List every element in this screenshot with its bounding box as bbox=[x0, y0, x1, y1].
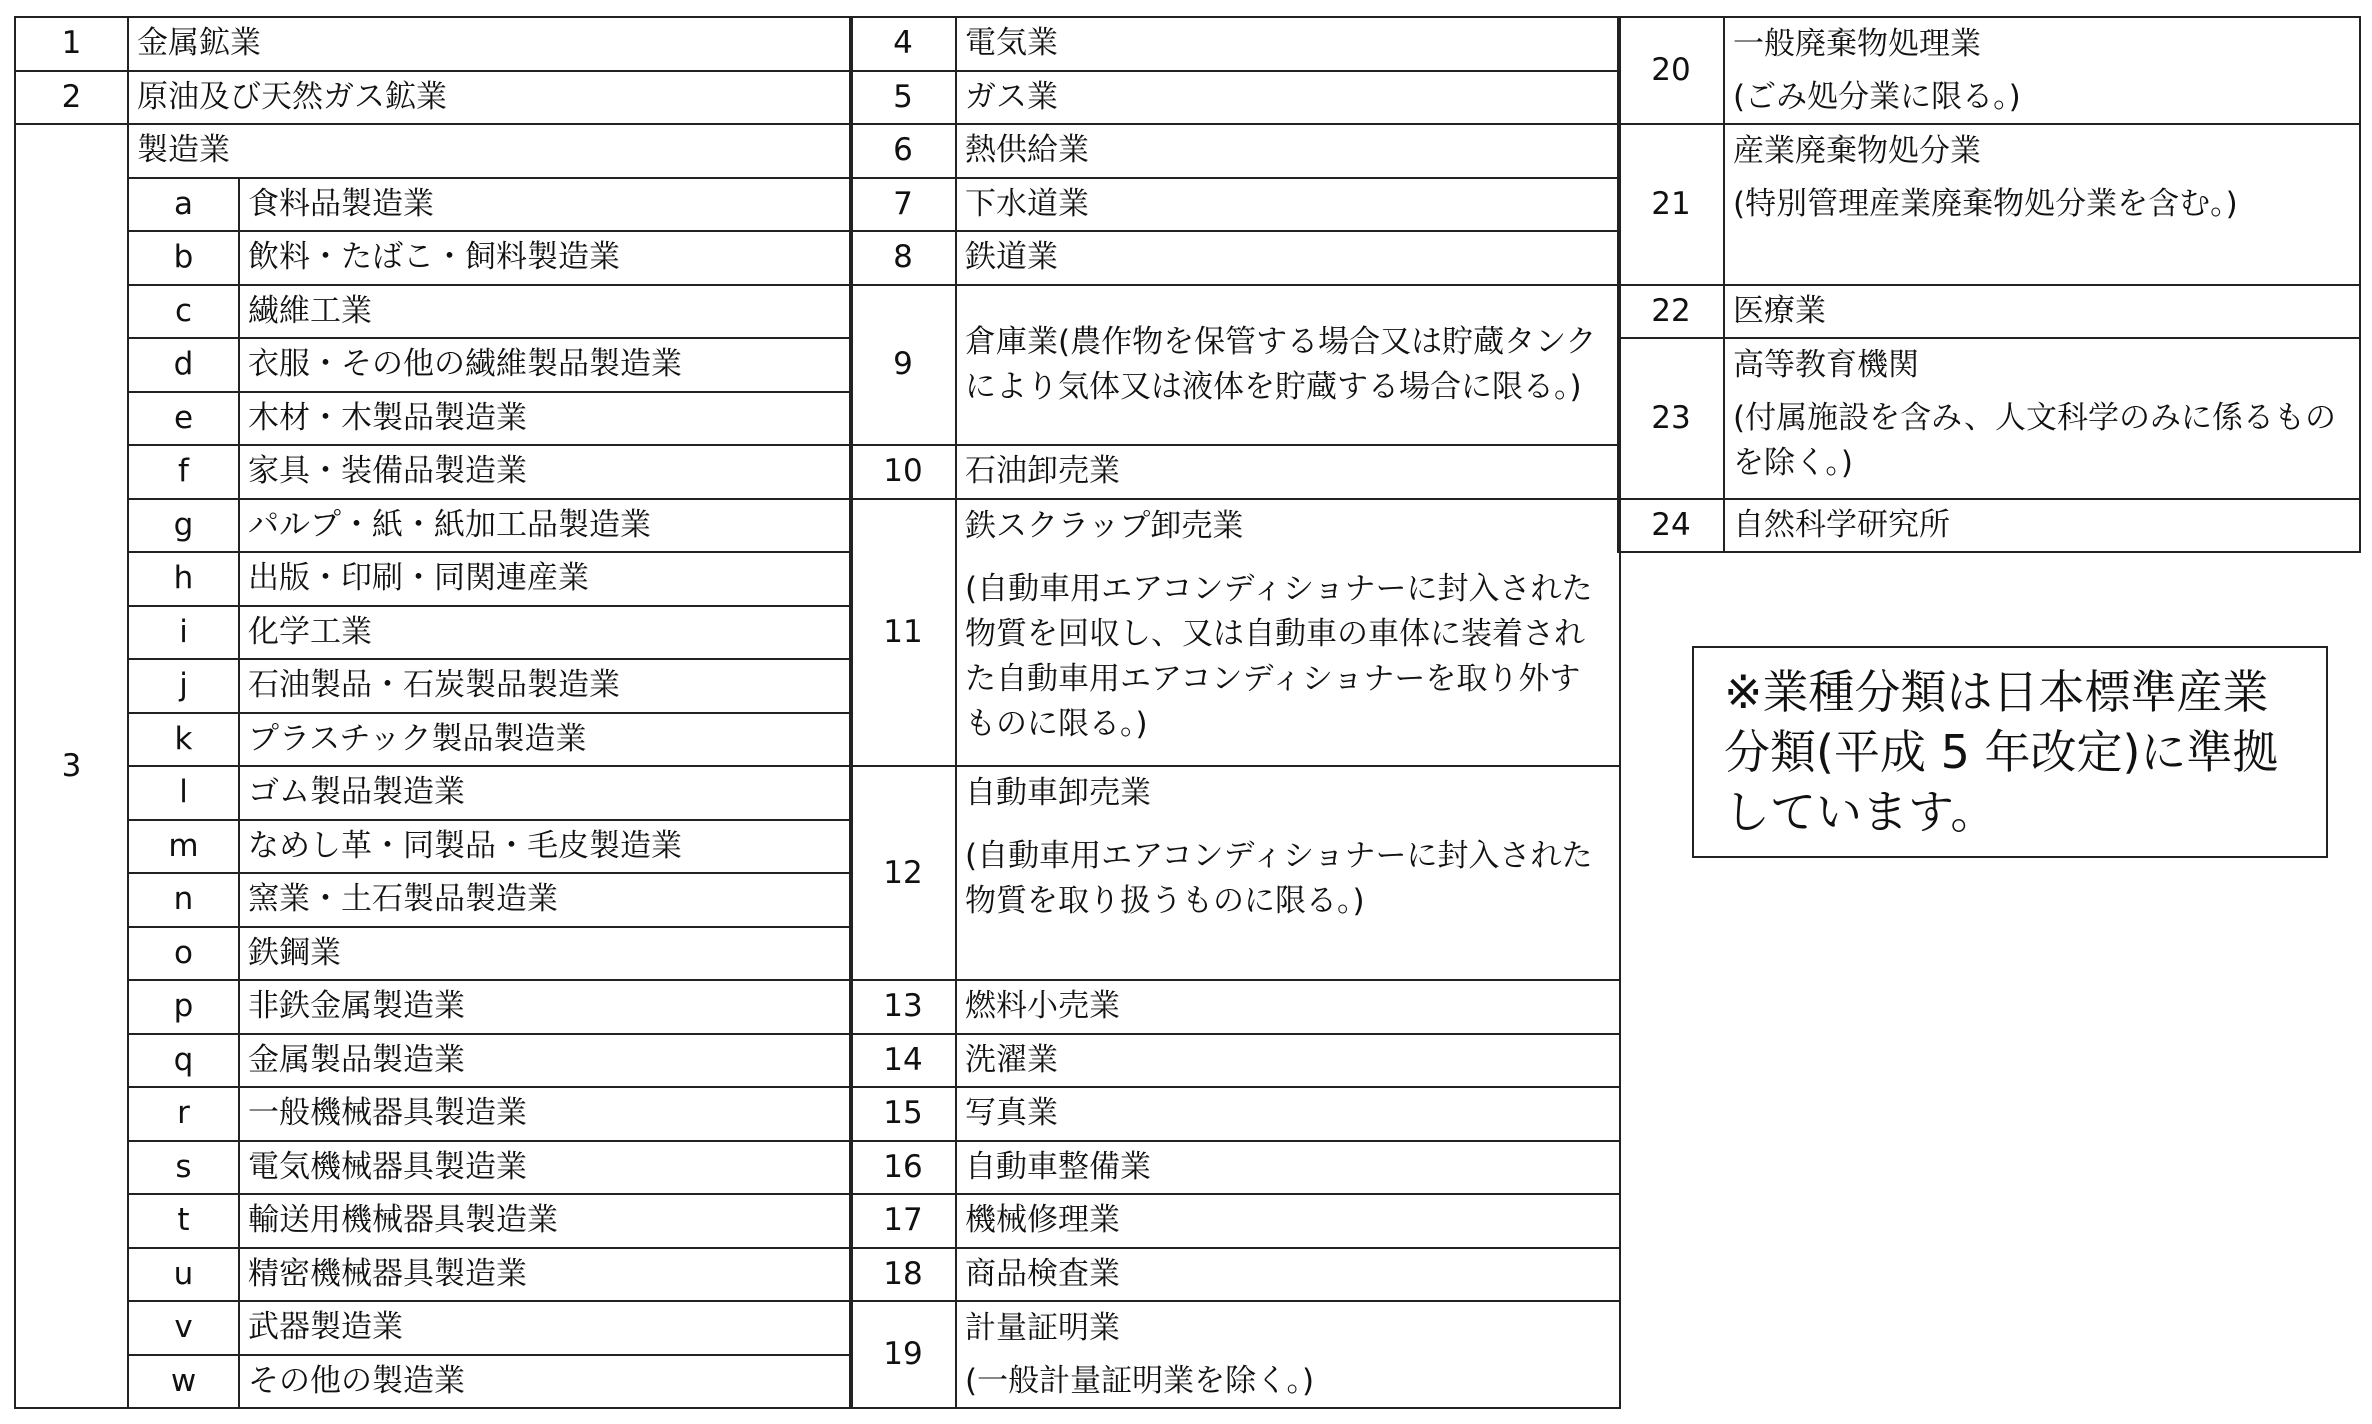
industry-name: 原油及び天然ガス鉱業 bbox=[128, 71, 852, 125]
subcategory-letter: t bbox=[128, 1194, 239, 1248]
table-row bbox=[15, 873, 852, 927]
subcategory-name: パルプ・紙・紙加工品製造業 bbox=[239, 499, 852, 553]
subcategory-letter: i bbox=[128, 606, 239, 660]
subcategory-name: 一般機械器具製造業 bbox=[239, 1087, 852, 1141]
subcategory-letter: g bbox=[128, 499, 239, 553]
industry-number: 9 bbox=[850, 285, 956, 446]
table-row bbox=[15, 231, 852, 285]
industry-number: 12 bbox=[850, 766, 956, 980]
subcategory-name: ゴム製品製造業 bbox=[239, 766, 852, 820]
industry-number: 6 bbox=[850, 124, 956, 178]
subcategory-name: 飲料・たばこ・飼料製造業 bbox=[239, 231, 852, 285]
industry-number: 22 bbox=[1618, 285, 1724, 339]
industry-name: 商品検査業 bbox=[956, 1248, 1620, 1302]
table-row bbox=[850, 980, 1620, 1034]
table-row bbox=[850, 1087, 1620, 1141]
industry-number: 1 bbox=[15, 17, 128, 71]
industry-name: 写真業 bbox=[956, 1087, 1620, 1141]
industry-number: 21 bbox=[1618, 124, 1724, 285]
industry-number: 3 bbox=[15, 124, 128, 1408]
industry-number: 23 bbox=[1618, 338, 1724, 499]
industry-number: 19 bbox=[850, 1301, 956, 1408]
subcategory-letter: s bbox=[128, 1141, 239, 1195]
table-row bbox=[15, 659, 852, 713]
industry-number: 18 bbox=[850, 1248, 956, 1302]
industry-name: 製造業 bbox=[128, 124, 852, 178]
table-row bbox=[15, 1248, 852, 1302]
classification-note-text: ※業種分類は日本標準産業分類(平成 5 年改定)に準拠しています。 bbox=[1724, 665, 2279, 839]
industry-note: (自動車用エアコンディショナーに封入された物質を取り扱うものに限る。) bbox=[965, 838, 1593, 919]
industry-note: (付属施設を含み、人文科学のみに係るものを除く。) bbox=[1733, 400, 2336, 481]
subcategory-letter: w bbox=[128, 1355, 239, 1409]
classification-note bbox=[1692, 646, 2328, 858]
table-row bbox=[15, 927, 852, 981]
industry-name: 燃料小売業 bbox=[956, 980, 1620, 1034]
table-row bbox=[850, 231, 1620, 285]
table-row bbox=[850, 71, 1620, 125]
industry-name: 一般廃棄物処理業 bbox=[1733, 25, 1981, 62]
table-row bbox=[850, 178, 1620, 232]
table-row bbox=[850, 1034, 1620, 1088]
industry-cell bbox=[1724, 124, 2360, 285]
industry-name: 産業廃棄物処分業 bbox=[1733, 133, 1981, 169]
table-row bbox=[15, 1194, 852, 1248]
industry-number: 14 bbox=[850, 1034, 956, 1088]
subcategory-name: 精密機械器具製造業 bbox=[239, 1248, 852, 1302]
table-row bbox=[15, 1141, 852, 1195]
table-row bbox=[850, 445, 1620, 499]
table-row bbox=[1618, 499, 2360, 553]
industry-table-right bbox=[1617, 16, 2361, 553]
table-row bbox=[15, 445, 852, 499]
table-row bbox=[15, 338, 852, 392]
subcategory-letter: m bbox=[128, 820, 239, 874]
industry-name: 機械修理業 bbox=[956, 1194, 1620, 1248]
industry-name: 医療業 bbox=[1724, 285, 2360, 339]
table-row bbox=[850, 499, 1620, 767]
subcategory-name: 家具・装備品製造業 bbox=[239, 445, 852, 499]
subcategory-letter: q bbox=[128, 1034, 239, 1088]
industry-number: 5 bbox=[850, 71, 956, 125]
industry-name: 鉄道業 bbox=[956, 231, 1620, 285]
subcategory-letter: j bbox=[128, 659, 239, 713]
table-row bbox=[15, 820, 852, 874]
table-row bbox=[15, 1355, 852, 1409]
subcategory-letter: d bbox=[128, 338, 239, 392]
subcategory-name: 食料品製造業 bbox=[239, 178, 852, 232]
subcategory-letter: h bbox=[128, 552, 239, 606]
table-row bbox=[15, 285, 852, 339]
table-row bbox=[15, 766, 852, 820]
industry-cell bbox=[956, 499, 1620, 767]
subcategory-letter: k bbox=[128, 713, 239, 767]
subcategory-name: 非鉄金属製造業 bbox=[239, 980, 852, 1034]
table-row bbox=[1618, 124, 2360, 285]
industry-name: 自動車整備業 bbox=[956, 1141, 1620, 1195]
subcategory-letter: a bbox=[128, 178, 239, 232]
table-row bbox=[850, 1301, 1620, 1408]
table-row bbox=[15, 1087, 852, 1141]
table-row bbox=[1618, 285, 2360, 339]
subcategory-name: 窯業・土石製品製造業 bbox=[239, 873, 852, 927]
table-row bbox=[15, 71, 852, 125]
subcategory-letter: f bbox=[128, 445, 239, 499]
industry-name: 自然科学研究所 bbox=[1724, 499, 2360, 553]
subcategory-letter: e bbox=[128, 392, 239, 446]
subcategory-name: 出版・印刷・同関連産業 bbox=[239, 552, 852, 606]
table-row bbox=[15, 1301, 852, 1355]
table-row bbox=[15, 552, 852, 606]
table-row bbox=[15, 17, 852, 71]
table-row bbox=[15, 178, 852, 232]
industry-cell bbox=[1724, 338, 2360, 499]
industry-name: 計量証明業 bbox=[965, 1309, 1120, 1346]
table-row bbox=[1618, 338, 2360, 499]
industry-number: 17 bbox=[850, 1194, 956, 1248]
industry-name: 金属鉱業 bbox=[128, 17, 852, 71]
table-row bbox=[850, 124, 1620, 178]
industry-name: ガス業 bbox=[956, 71, 1620, 125]
table-row bbox=[15, 606, 852, 660]
industry-number: 24 bbox=[1618, 499, 1724, 553]
industry-note: (ごみ処分業に限る。) bbox=[1733, 78, 2021, 115]
industry-note: (自動車用エアコンディショナーに封入された物質を回収し、又は自動車の車体に装着された自動車用エアコンディショナーを取り外すものに限る。) bbox=[965, 570, 1593, 742]
subcategory-name: 武器製造業 bbox=[239, 1301, 852, 1355]
subcategory-name: プラスチック製品製造業 bbox=[239, 713, 852, 767]
table-row bbox=[850, 285, 1620, 446]
subcategory-letter: r bbox=[128, 1087, 239, 1141]
table-row bbox=[15, 392, 852, 446]
table-row bbox=[850, 1248, 1620, 1302]
industry-name: 倉庫業(農作物を保管する場合又は貯蔵タンクにより気体又は液体を貯蔵する場合に限る。) bbox=[956, 285, 1620, 446]
subcategory-letter: l bbox=[128, 766, 239, 820]
industry-number: 13 bbox=[850, 980, 956, 1034]
subcategory-letter: o bbox=[128, 927, 239, 981]
industry-table-left bbox=[14, 16, 853, 1409]
industry-table-middle bbox=[849, 16, 1621, 1409]
industry-name: 電気業 bbox=[956, 17, 1620, 71]
subcategory-name: 石油製品・石炭製品製造業 bbox=[239, 659, 852, 713]
table-row bbox=[15, 124, 852, 178]
industry-number: 16 bbox=[850, 1141, 956, 1195]
industry-cell bbox=[956, 1301, 1620, 1408]
subcategory-name: 鉄鋼業 bbox=[239, 927, 852, 981]
table-row bbox=[850, 1194, 1620, 1248]
industry-number: 11 bbox=[850, 499, 956, 767]
subcategory-name: 衣服・その他の繊維製品製造業 bbox=[239, 338, 852, 392]
subcategory-name: 輸送用機械器具製造業 bbox=[239, 1194, 852, 1248]
table-row bbox=[15, 713, 852, 767]
subcategory-letter: c bbox=[128, 285, 239, 339]
industry-number: 8 bbox=[850, 231, 956, 285]
subcategory-name: 化学工業 bbox=[239, 606, 852, 660]
industry-name: 洗濯業 bbox=[956, 1034, 1620, 1088]
industry-number: 20 bbox=[1618, 17, 1724, 124]
industry-note: (一般計量証明業を除く。) bbox=[965, 1362, 1315, 1399]
subcategory-name: 繊維工業 bbox=[239, 285, 852, 339]
industry-number: 4 bbox=[850, 17, 956, 71]
table-row bbox=[850, 17, 1620, 71]
subcategory-name: 木材・木製品製造業 bbox=[239, 392, 852, 446]
industry-name: 石油卸売業 bbox=[956, 445, 1620, 499]
subcategory-letter: u bbox=[128, 1248, 239, 1302]
industry-name: 鉄スクラップ卸売業 bbox=[965, 507, 1244, 544]
subcategory-name: その他の製造業 bbox=[239, 1355, 852, 1409]
subcategory-name: なめし革・同製品・毛皮製造業 bbox=[239, 820, 852, 874]
industry-cell bbox=[1724, 17, 2360, 124]
industry-name: 高等教育機関 bbox=[1733, 347, 1919, 383]
table-row bbox=[1618, 17, 2360, 124]
table-row bbox=[15, 499, 852, 553]
subcategory-letter: b bbox=[128, 231, 239, 285]
industry-cell bbox=[956, 766, 1620, 980]
industry-note: (特別管理産業廃棄物処分業を含む。) bbox=[1733, 186, 2238, 222]
industry-name: 自動車卸売業 bbox=[965, 775, 1151, 811]
table-row bbox=[850, 1141, 1620, 1195]
industry-number: 15 bbox=[850, 1087, 956, 1141]
industry-number: 2 bbox=[15, 71, 128, 125]
subcategory-letter: p bbox=[128, 980, 239, 1034]
table-row bbox=[15, 1034, 852, 1088]
industry-name: 下水道業 bbox=[956, 178, 1620, 232]
subcategory-name: 電気機械器具製造業 bbox=[239, 1141, 852, 1195]
subcategory-letter: n bbox=[128, 873, 239, 927]
industry-number: 10 bbox=[850, 445, 956, 499]
subcategory-letter: v bbox=[128, 1301, 239, 1355]
industry-name: 熱供給業 bbox=[956, 124, 1620, 178]
table-row bbox=[850, 766, 1620, 980]
table-row bbox=[15, 980, 852, 1034]
subcategory-name: 金属製品製造業 bbox=[239, 1034, 852, 1088]
industry-number: 7 bbox=[850, 178, 956, 232]
